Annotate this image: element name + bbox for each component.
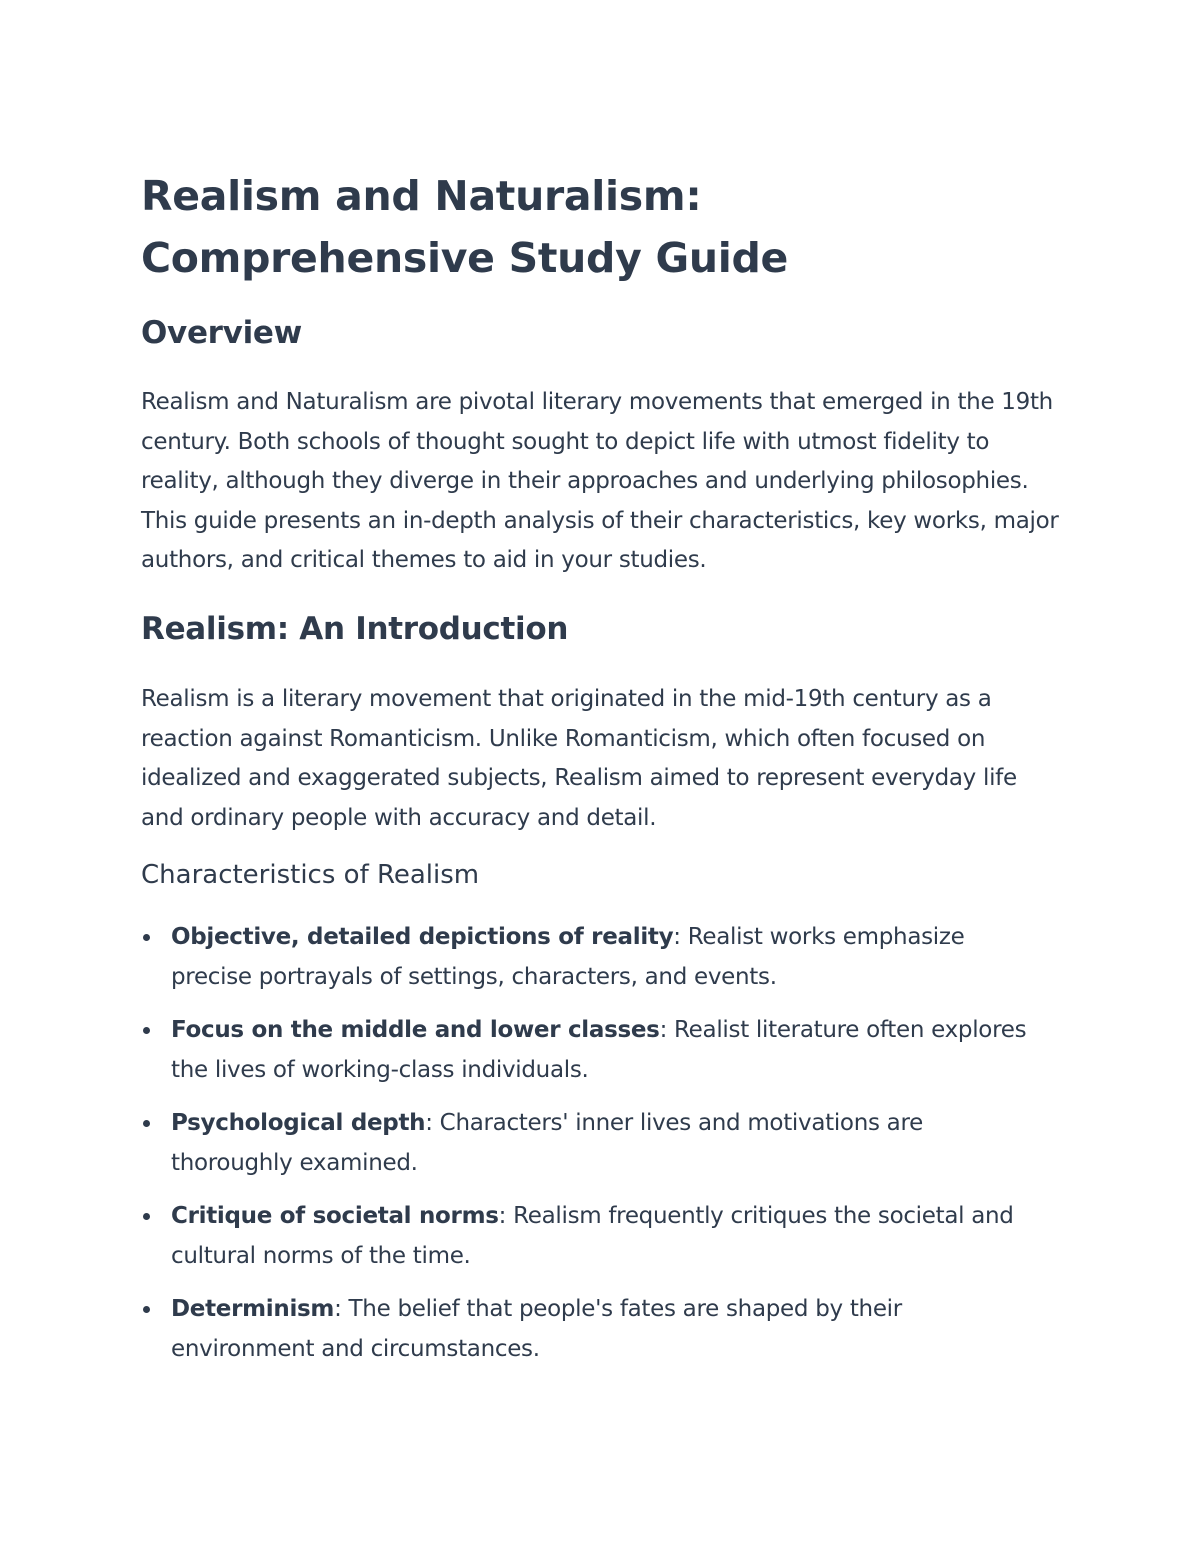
list-item [141,1196,1041,1276]
overview-heading: Overview [141,315,302,351]
list-item-term: Psychological depth [171,1110,426,1137]
list-item [141,917,1041,997]
document-page [141,165,1061,1382]
list-item-description: : The belief that people's fates are shaped by their environment and circumstances. [171,1296,902,1363]
list-item-term: Critique of societal norms [171,1203,499,1230]
list-item-description: : Characters' inner lives and motivations are thoroughly examined. [171,1110,923,1177]
list-item-description: : Realism frequently critiques the societal and cultural norms of the time. [171,1203,1014,1270]
list-item-description: : Realist literature often explores the lives of working-class individuals. [171,1017,1027,1084]
overview-paragraph: Realism and Naturalism are pivotal literary movements that emerged in the 19th century. Both schools of thought sought to depict life with utmost fidelity to reality, although they diverge in their approaches and underlying philosophies. This guide presents an in-depth analysis of their characteristics, key works, major authors, and critical themes to aid in your studies. [141,389,1059,574]
bullet-icon [143,1027,150,1034]
list-item [141,1010,1041,1090]
realism-intro-heading: Realism: An Introduction [141,610,569,647]
list-item-term: Focus on the middle and lower classes [171,1017,660,1044]
list-item-term: Determinism [171,1296,335,1323]
list-item [141,1289,1041,1369]
characteristics-list [141,917,1061,1369]
page-title [141,165,1061,289]
list-item-term: Objective, detailed depictions of reality [171,924,674,951]
page-title-line-2: Comprehensive Study Guide [141,234,789,282]
bullet-icon [143,934,150,941]
realism-intro-paragraph: Realism is a literary movement that originated in the mid-19th century as a reaction against Romanticism. Unlike Romanticism, which often focused on idealized and exaggerated subjects, Realism aimed to represent everyday life and ordinary people with accuracy and detail. [141,685,1017,831]
bullet-icon [143,1213,150,1220]
list-item [141,1103,1041,1183]
bullet-icon [143,1120,150,1127]
bullet-icon [143,1306,150,1313]
characteristics-heading: Characteristics of Realism [141,860,480,891]
page-title-line-1: Realism and Naturalism: [141,172,702,220]
list-item-description: : Realist works emphasize precise portrayals of settings, characters, and events. [171,924,965,991]
